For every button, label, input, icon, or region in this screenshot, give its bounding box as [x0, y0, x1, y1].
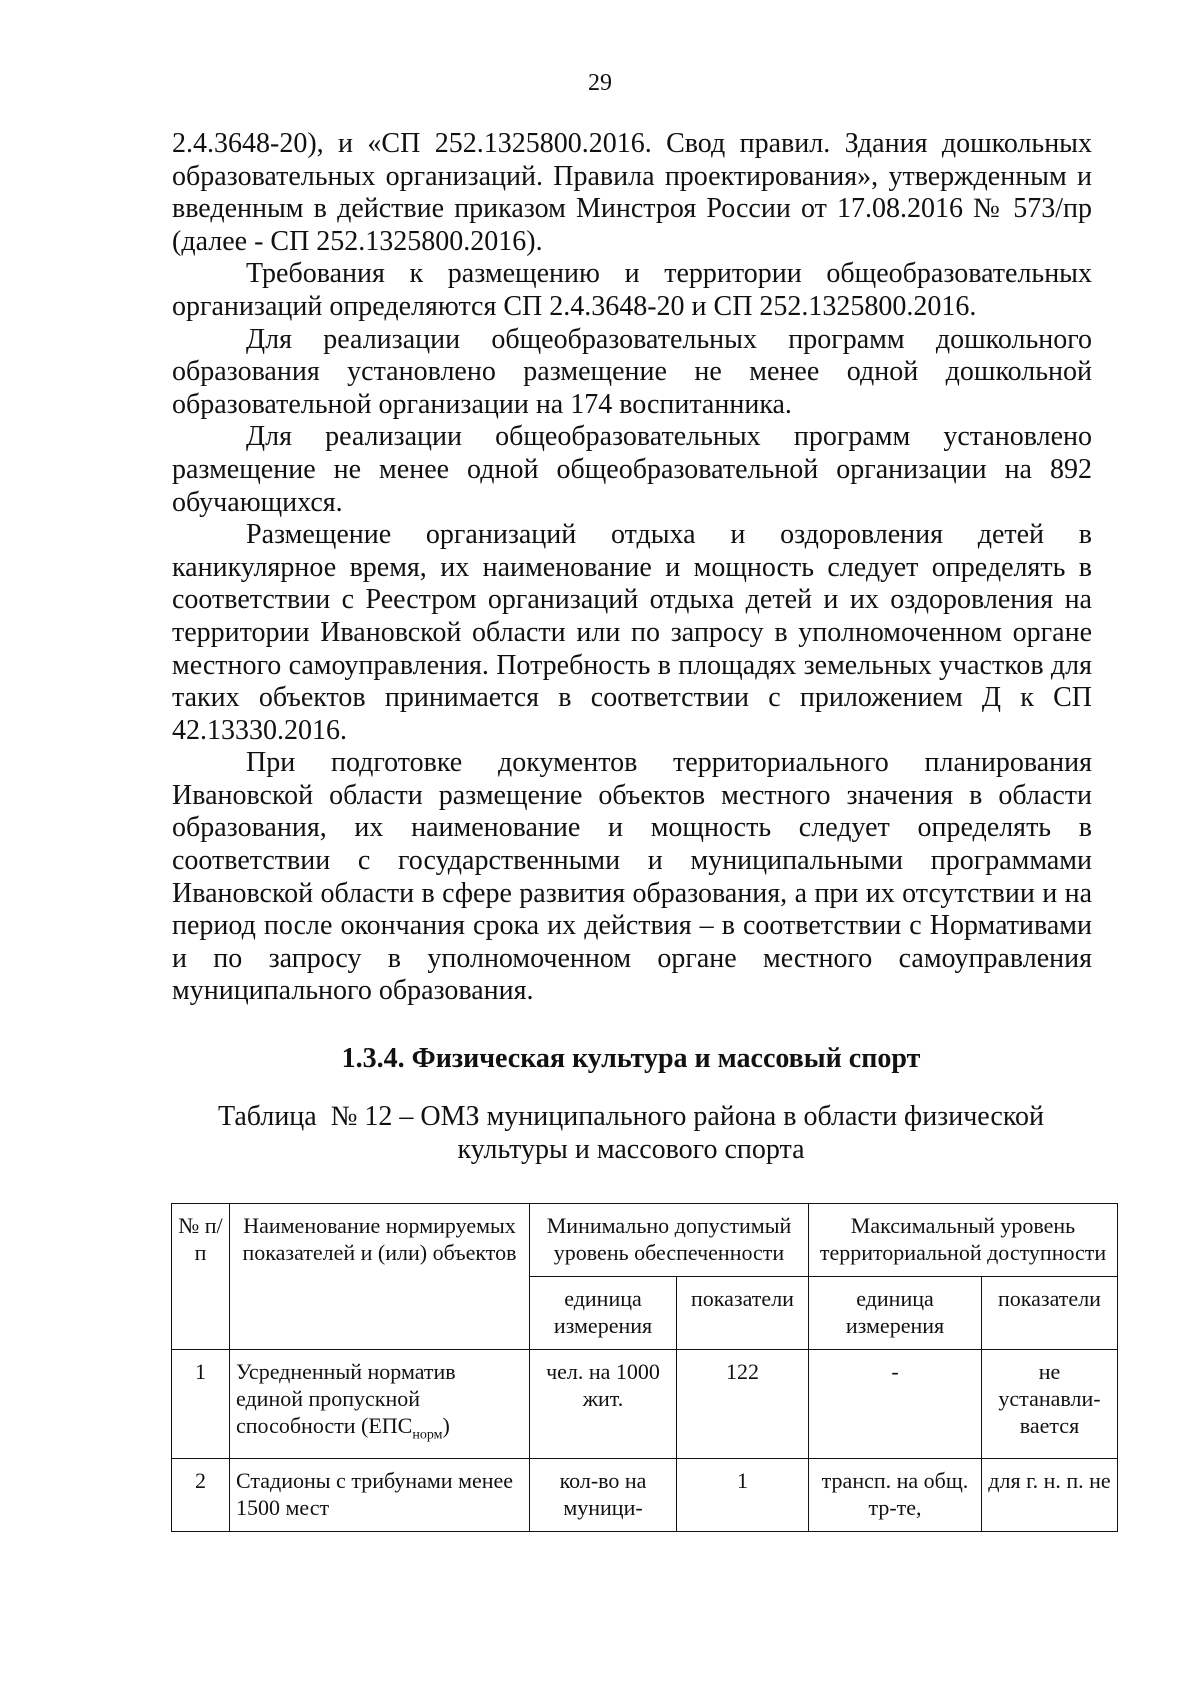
paragraph: 2.4.3648-20), и «СП 252.1325800.2016. Свод правил. Здания дошкольных образовательных организаций. Правила проектирования», утвержденным и введенным в действие приказом Минстроя России от 17.08.2016 № 573/пр (далее - СП 252.1325800.2016). [172, 128, 1092, 257]
section-heading: 1.3.4. Физическая культура и массовый спорт [341, 1043, 921, 1074]
header-max-unit: единица измерения [809, 1277, 982, 1350]
table-caption-line: Таблица № 12 – ОМЗ муниципального района в области физической [217, 1101, 1045, 1132]
header-name: Наименование нормируемых показателей и (или) объектов [230, 1204, 530, 1350]
table-row [172, 1459, 1118, 1532]
row-max-unit: трансп. на общ. тр-те, [809, 1459, 982, 1532]
table-header-row [172, 1204, 1118, 1277]
header-max-value: показатели [982, 1277, 1118, 1350]
row-name: Стадионы с трибунами менее 1500 мест [230, 1459, 530, 1532]
row-min-value: 1 [677, 1459, 809, 1532]
page-number: 29 [588, 70, 612, 96]
header-min-level: Минимально допустимый уровень обеспеченности [530, 1204, 809, 1277]
row-min-unit: чел. на 1000 жит. [530, 1350, 677, 1459]
paragraph: Для реализации общеобразовательных программ дошкольного образования установлено размещение не менее одной дошкольной образовательной организации на 174 воспитанника. [172, 323, 1092, 420]
header-max-level: Максимальный уровень территориальной доступности [809, 1204, 1118, 1277]
row-num: 1 [172, 1350, 230, 1459]
paragraph: Для реализации общеобразовательных программ установлено размещение не менее одной общеобразовательной организации на 892 обучающихся. [172, 421, 1092, 518]
row-num: 2 [172, 1459, 230, 1532]
header-min-unit: единица измерения [530, 1277, 677, 1350]
paragraph: Размещение организаций отдыха и оздоровления детей в каникулярное время, их наименование и мощность следует определять в соответствии с Реестром организаций отдыха детей и их оздоровления на территории Ивановской области или по запросу в уполномоченном органе местного самоуправления. Потребность в площадях земельных участков для таких объектов принимается в соответствии с приложением Д к СП 42.13330.2016. [172, 519, 1092, 746]
table-caption-line: культуры и массового спорта [457, 1134, 805, 1165]
table-row [172, 1350, 1118, 1459]
header-num: № п/п [172, 1204, 230, 1350]
row-name: Усредненный норматив единой пропускной способности $(ЕПС_{норм})$ [230, 1350, 530, 1459]
row-max-unit: - [809, 1350, 982, 1459]
paragraph: Требования к размещению и территории общеобразовательных организаций определяются СП 2.4.3648-20 и СП 252.1325800.2016. [172, 258, 1092, 322]
table-caption [0, 1100, 1200, 1166]
norms-table [171, 1203, 1118, 1532]
row-min-unit: кол-во на муници- [530, 1459, 677, 1532]
body-text [172, 128, 1092, 1008]
paragraph: При подготовке документов территориального планирования Ивановской области размещение объектов местного значения в области образования, их наименование и мощность следует определять в соответствии с государственными и муниципальными программами Ивановской области в сфере развития образования, а при их отсутствии и на период после окончания срока их действия – в соответствии с Нормативами и по запросу в уполномоченном органе местного самоуправления муниципального образования. [172, 747, 1092, 1007]
row-max-value: для г. н. п. не [982, 1459, 1118, 1532]
row-min-value: 122 [677, 1350, 809, 1459]
header-min-value: показатели [677, 1277, 809, 1350]
row-max-value: не устанавли-вается [982, 1350, 1118, 1459]
